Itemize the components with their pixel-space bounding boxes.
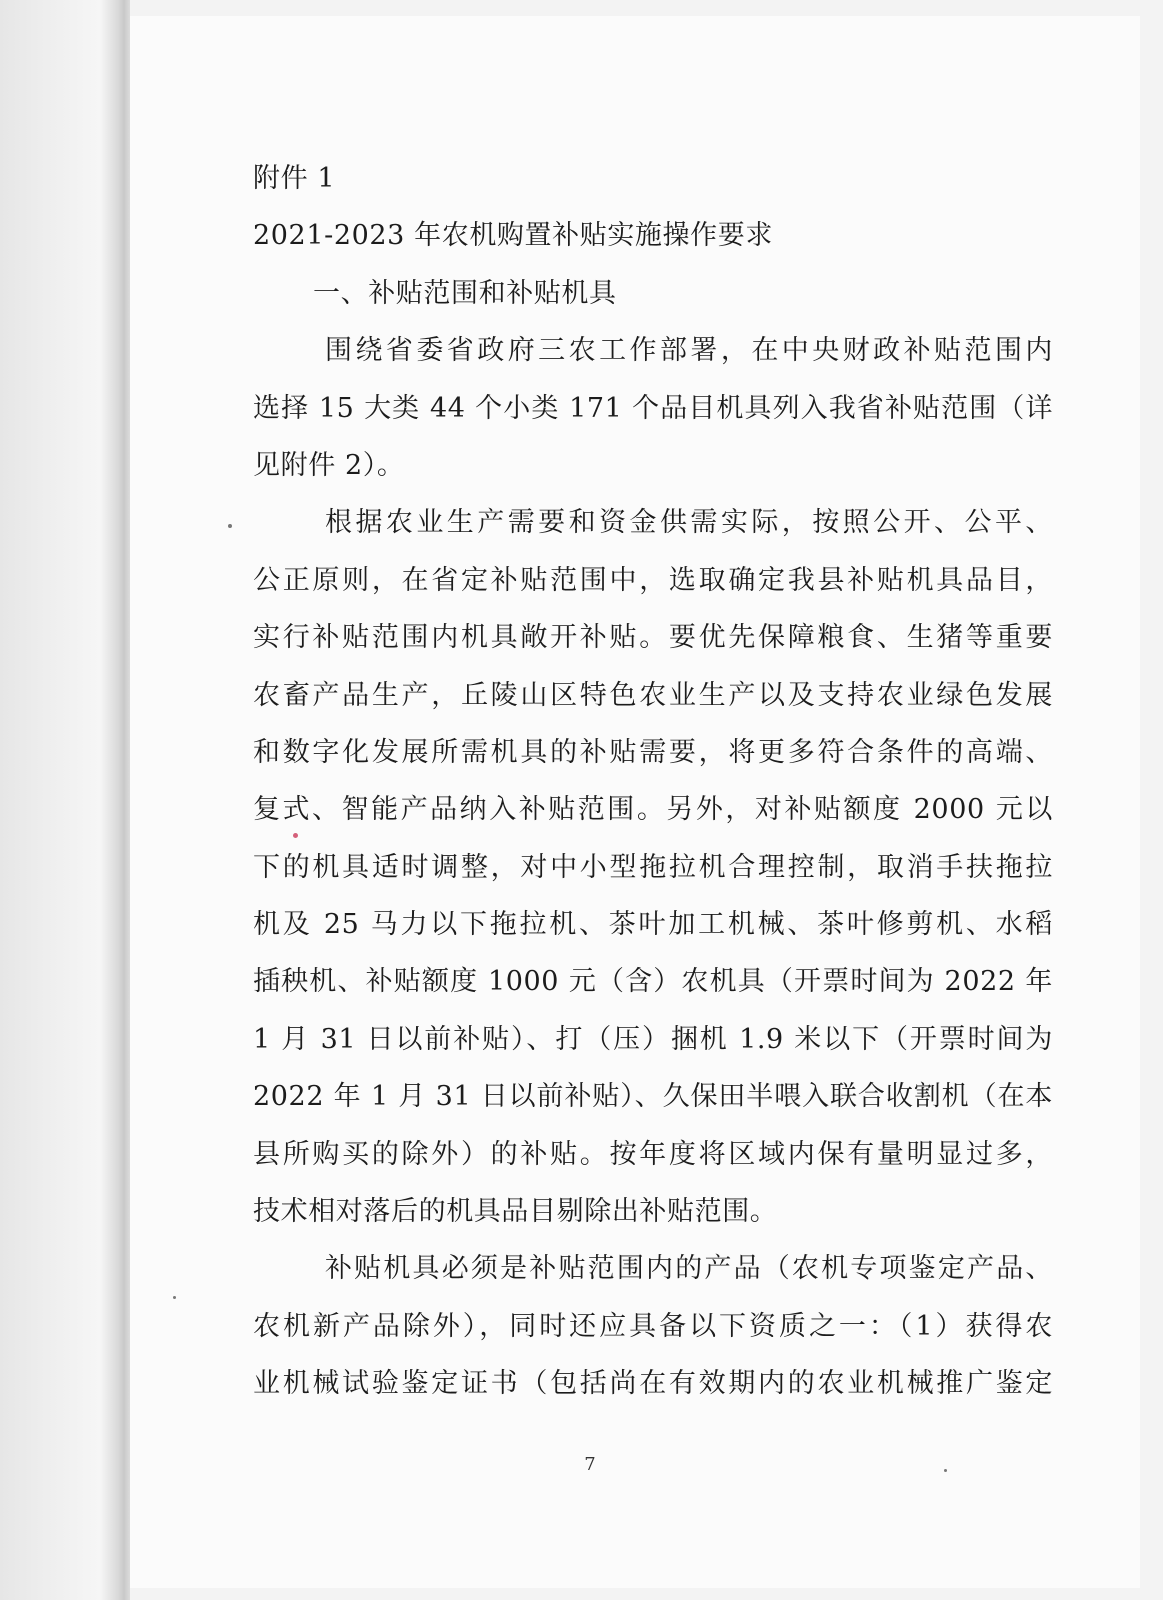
paragraph-line: 根据农业生产需要和资金供需实际，按照公开、公平、 xyxy=(325,507,1053,539)
paragraph-line: 2022 年 1 月 31 日以前补贴）、久保田半喂入联合收割机（在本 xyxy=(253,1081,1053,1113)
paragraph-line: 围绕省委省政府三农工作部署，在中央财政补贴范围内 xyxy=(325,335,1053,367)
paragraph-line: 公正原则，在省定补贴范围中，选取确定我县补贴机具品目， xyxy=(253,564,1053,596)
scan-speck xyxy=(944,1469,947,1472)
page-number: 7 xyxy=(584,1454,596,1475)
paragraph-line: 农机新产品除外），同时还应具备以下资质之一：（1）获得农 xyxy=(253,1310,1053,1342)
paragraph-line: 机及 25 马力以下拖拉机、茶叶加工机械、茶叶修剪机、水稻 xyxy=(253,909,1053,941)
paragraph-line: 实行补贴范围内机具敞开补贴。要优先保障粮食、生猪等重要 xyxy=(253,622,1053,654)
paragraph-line: 下的机具适时调整，对中小型拖拉机合理控制，取消手扶拖拉 xyxy=(253,851,1053,883)
section-heading: 一、补贴范围和补贴机具 xyxy=(313,277,617,309)
scan-speck xyxy=(293,833,298,838)
scan-binding-shadow xyxy=(0,0,130,1600)
document-body xyxy=(253,150,1053,1413)
paragraph-line: 复式、智能产品纳入补贴范围。另外，对补贴额度 2000 元以 xyxy=(253,794,1053,826)
paragraph-line: 业机械试验鉴定证书（包括尚在有效期内的农业机械推广鉴定 xyxy=(253,1368,1053,1400)
paragraph-line: 县所购买的除外）的补贴。按年度将区域内保有量明显过多， xyxy=(253,1138,1053,1170)
paragraph-line: 农畜产品生产，丘陵山区特色农业生产以及支持农业绿色发展 xyxy=(253,679,1053,711)
paragraph-line: 插秧机、补贴额度 1000 元（含）农机具（开票时间为 2022 年 xyxy=(253,966,1053,998)
paragraph-line: 补贴机具必须是补贴范围内的产品（农机专项鉴定产品、 xyxy=(325,1253,1053,1285)
paragraph-line: 技术相对落后的机具品目剔除出补贴范围。 xyxy=(253,1196,778,1228)
scan-speck xyxy=(228,524,232,528)
paragraph-line: 1 月 31 日以前补贴）、打（压）捆机 1.9 米以下（开票时间为 xyxy=(253,1023,1053,1055)
paragraph-line: 选择 15 大类 44 个小类 171 个品目机具列入我省补贴范围（详 xyxy=(253,392,1053,424)
document-title: 2021-2023 年农机购置补贴实施操作要求 xyxy=(253,220,773,252)
paragraph-line: 和数字化发展所需机具的补贴需要，将更多符合条件的高端、 xyxy=(253,736,1053,768)
scan-speck xyxy=(173,1296,176,1299)
paragraph-line: 见附件 2）。 xyxy=(253,449,405,481)
attachment-label: 附件 1 xyxy=(253,163,336,194)
